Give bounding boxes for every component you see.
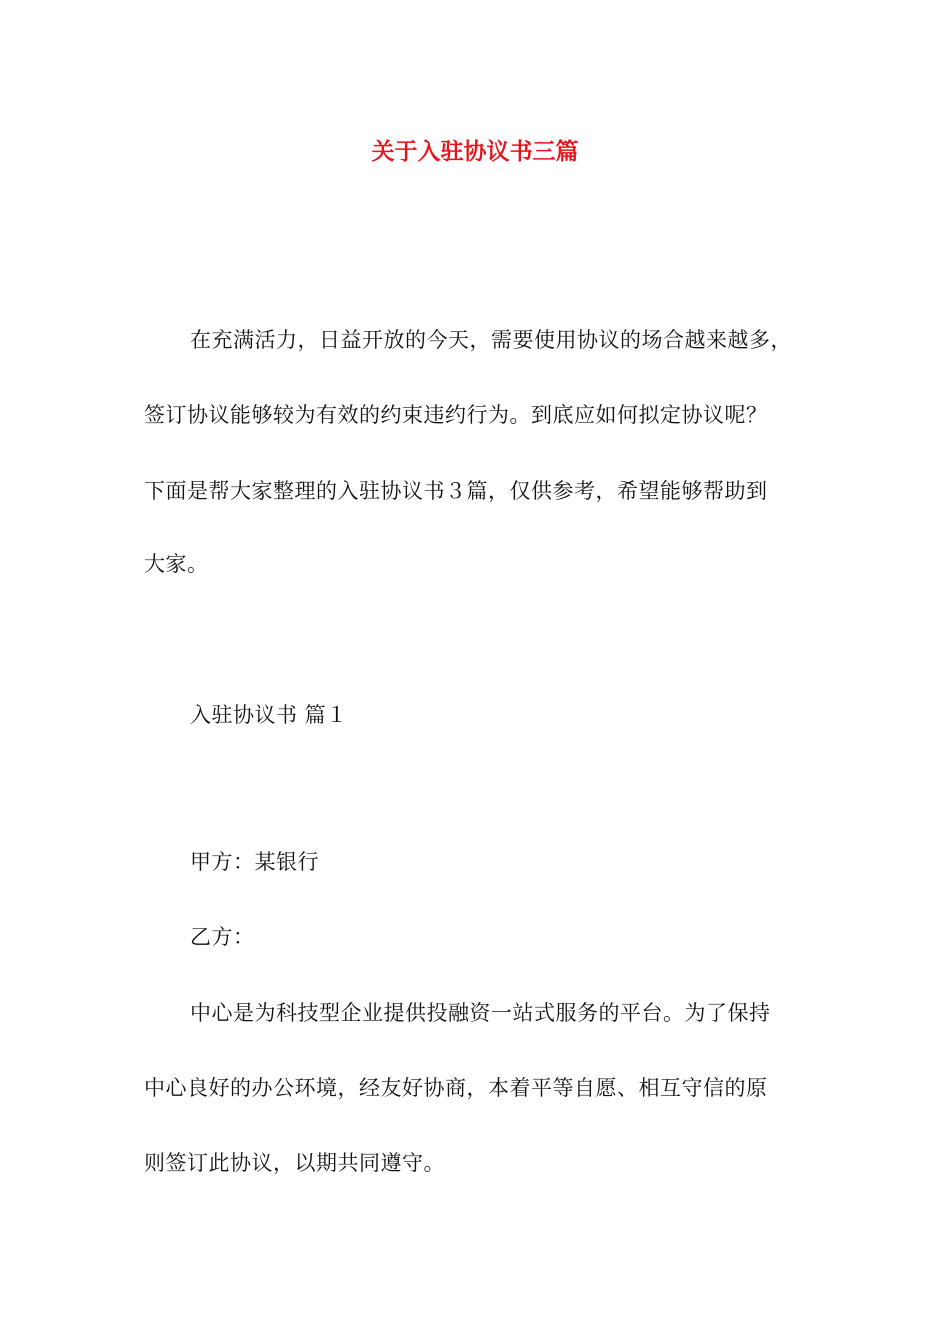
party-a-line: 甲方：某银行 bbox=[190, 850, 319, 874]
body-line-2: 中心良好的办公环境，经友好协商，本着平等自愿、相互守信的原 bbox=[144, 1076, 768, 1100]
intro-line-3: 下面是帮大家整理的入驻协议书３篇，仅供参考，希望能够帮助到 bbox=[144, 479, 768, 503]
body-line-1: 中心是为科技型企业提供投融资一站式服务的平台。为了保持 bbox=[190, 1001, 771, 1025]
party-b-line: 乙方： bbox=[190, 925, 255, 949]
document-title: 关于入驻协议书三篇 bbox=[371, 139, 579, 165]
intro-line-2: 签订协议能够较为有效的约束违约行为。到底应如何拟定协议呢？ bbox=[144, 403, 768, 427]
body-line-3: 则签订此协议，以期共同遵守。 bbox=[144, 1151, 445, 1175]
intro-line-1: 在充满活力，日益开放的今天，需要使用协议的场合越来越多， bbox=[190, 328, 792, 352]
intro-line-4: 大家。 bbox=[144, 552, 209, 576]
section-heading: 入驻协议书 篇１ bbox=[190, 703, 348, 727]
